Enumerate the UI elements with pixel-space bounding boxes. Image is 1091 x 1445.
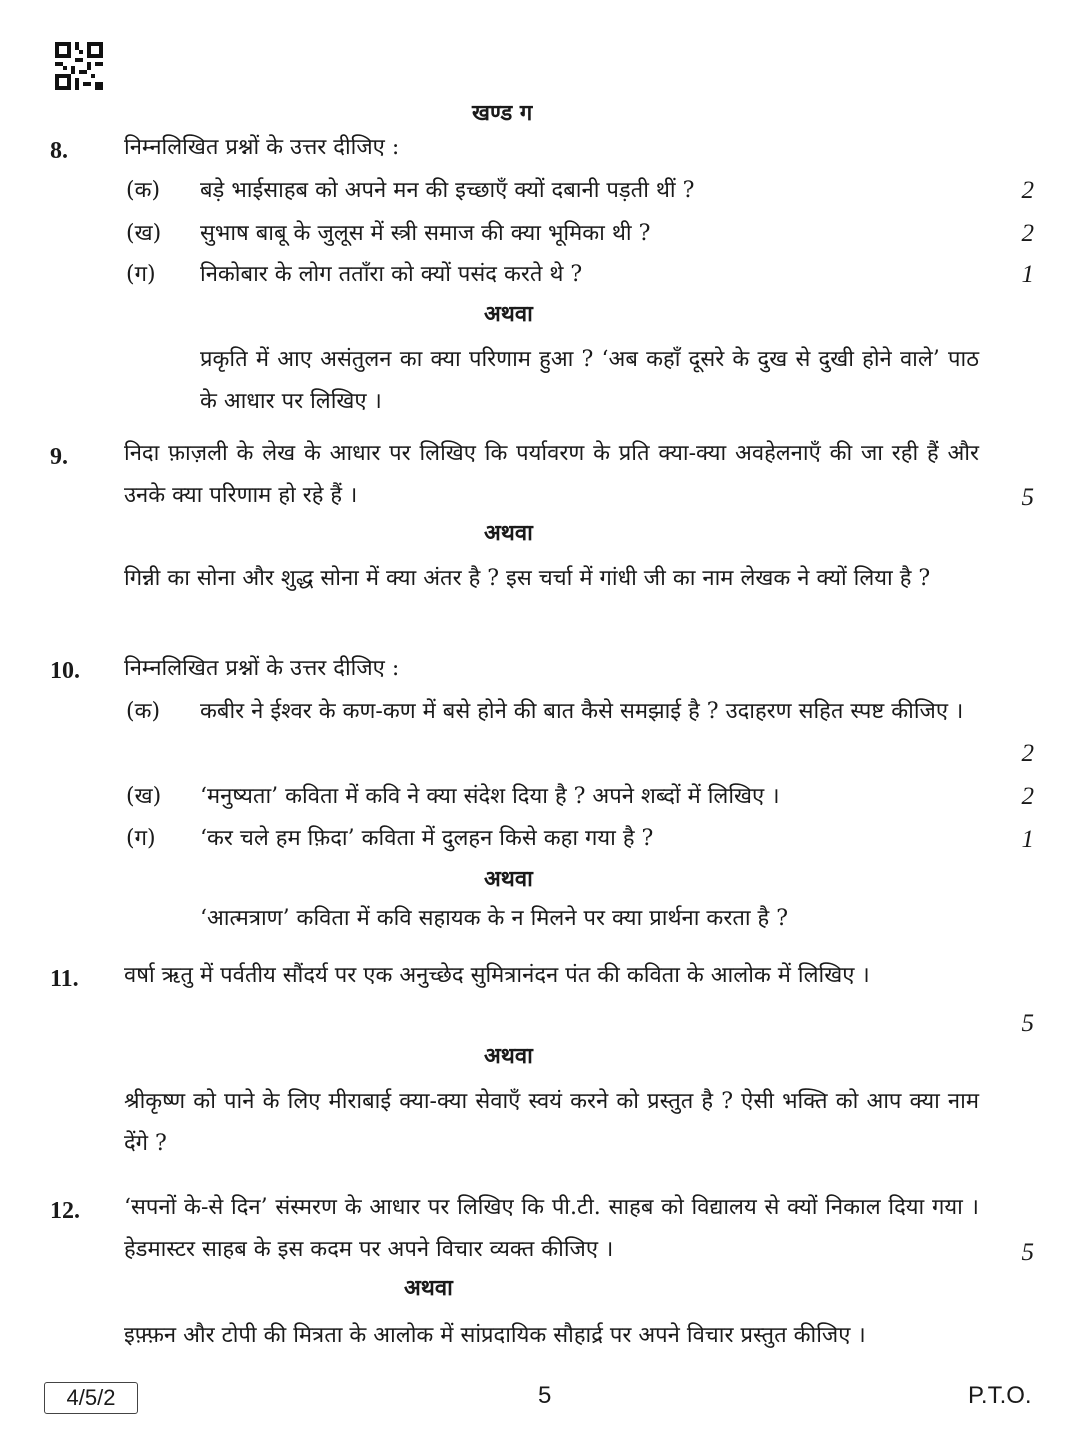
q10-part-b-label: (ख) [126,784,162,809]
q9-or: अथवा [484,520,533,546]
q8-part-c-text: निकोबार के लोग तताँरा को क्यों पसंद करते थे ? [200,262,583,287]
q10-part-a-text: कबीर ने ईश्वर के कण-कण में बसे होने की बात कैसे समझाई है ? उदाहरण सहित स्पष्ट कीजिए । [200,699,964,724]
q11-text: वर्षा ऋतु में पर्वतीय सौंदर्य पर एक अनुच्छेद सुमित्रानंदन पंत की कविता के आलोक में लिखिए । [124,963,870,988]
page-number: 5 [538,1382,552,1409]
paper-code: 4/5/2 [44,1382,138,1414]
pto-label: P.T.O. [968,1382,1032,1409]
q9-text: निदा फ़ाज़ली के लेख के आधार पर लिखिए कि पर्यावरण के प्रति क्या-क्या अवहेलनाएँ की जा रही हैं और उनके क्या परिणाम हो रहे हैं । [124,441,979,508]
question-number-9: 9. [50,444,68,470]
q8-part-c-label: (ग) [126,262,156,287]
q12-text: ‘सपनों के-से दिन’ संस्मरण के आधार पर लिखिए कि पी.टी. साहब को विद्यालय से क्यों निकाल दिया गया । हेडमास्टर साहब के इस कदम पर अपने विचार व्यक्त कीजिए । [124,1195,979,1262]
question-number-12: 12. [50,1198,80,1224]
q10-part-b-marks: 2 [1021,783,1034,810]
q10-part-b-text: ‘मनुष्यता’ कविता में कवि ने क्या संदेश दिया है ? अपने शब्दों में लिखिए । [200,784,780,809]
q8-part-b-text: सुभाष बाबू के जुलूस में स्त्री समाज की क्या भूमिका थी ? [200,221,651,246]
q10-intro: निम्नलिखित प्रश्नों के उत्तर दीजिए : [124,656,400,681]
section-title: खण्ड ग [472,100,533,126]
q10-part-a-marks: 2 [1021,740,1034,767]
q8-part-b-label: (ख) [126,221,162,246]
q12-alternative-text: इफ़्फ़न और टोपी की मित्रता के आलोक में सांप्रदायिक सौहार्द्र पर अपने विचार प्रस्तुत कीजिए । [124,1323,866,1348]
q11-marks: 5 [1021,1010,1034,1037]
q8-intro: निम्नलिखित प्रश्नों के उत्तर दीजिए : [124,135,400,160]
question-number-8: 8. [50,138,68,164]
q10-part-c-marks: 1 [1021,826,1034,853]
q11-alternative-text: श्रीकृष्ण को पाने के लिए मीराबाई क्या-क्या सेवाएँ स्वयं करने को प्रस्तुत है ? ऐसी भक्ति को आप क्या नाम देंगे ? [124,1089,979,1156]
q10-or: अथवा [484,866,533,892]
q12-marks: 5 [1021,1239,1034,1266]
q8-part-a-label: (क) [126,178,161,203]
q9-marks: 5 [1021,484,1034,511]
q11-or: अथवा [484,1043,533,1069]
q8-part-a-text: बड़े भाईसाहब को अपने मन की इच्छाएँ क्यों दबानी पड़ती थीं ? [200,178,695,203]
q10-part-c-label: (ग) [126,826,156,851]
q12-or: अथवा [404,1275,453,1301]
q8-part-c-marks: 1 [1021,261,1034,288]
q8-part-b-marks: 2 [1021,220,1034,247]
q8-part-a-marks: 2 [1021,177,1034,204]
q9-alternative-text: गिन्नी का सोना और शुद्ध सोना में क्या अंतर है ? इस चर्चा में गांधी जी का नाम लेखक ने क्यों लिया है ? [124,566,931,591]
question-number-11: 11. [50,966,79,992]
q10-part-c-text: ‘कर चले हम फ़िदा’ कविता में दुलहन किसे कहा गया है ? [200,826,654,851]
q8-or: अथवा [484,301,533,327]
q8-alternative-text: प्रकृति में आए असंतुलन का क्या परिणाम हुआ ? ‘अब कहाँ दूसरे के दुख से दुखी होने वाले’ पाठ के आधार पर लिखिए । [200,347,979,414]
qr-code-icon [55,42,103,90]
q10-part-a-label: (क) [126,699,161,724]
q10-alternative-text: ‘आत्मत्राण’ कविता में कवि सहायक के न मिलने पर क्या प्रार्थना करता है ? [200,906,789,931]
question-number-10: 10. [50,658,80,684]
